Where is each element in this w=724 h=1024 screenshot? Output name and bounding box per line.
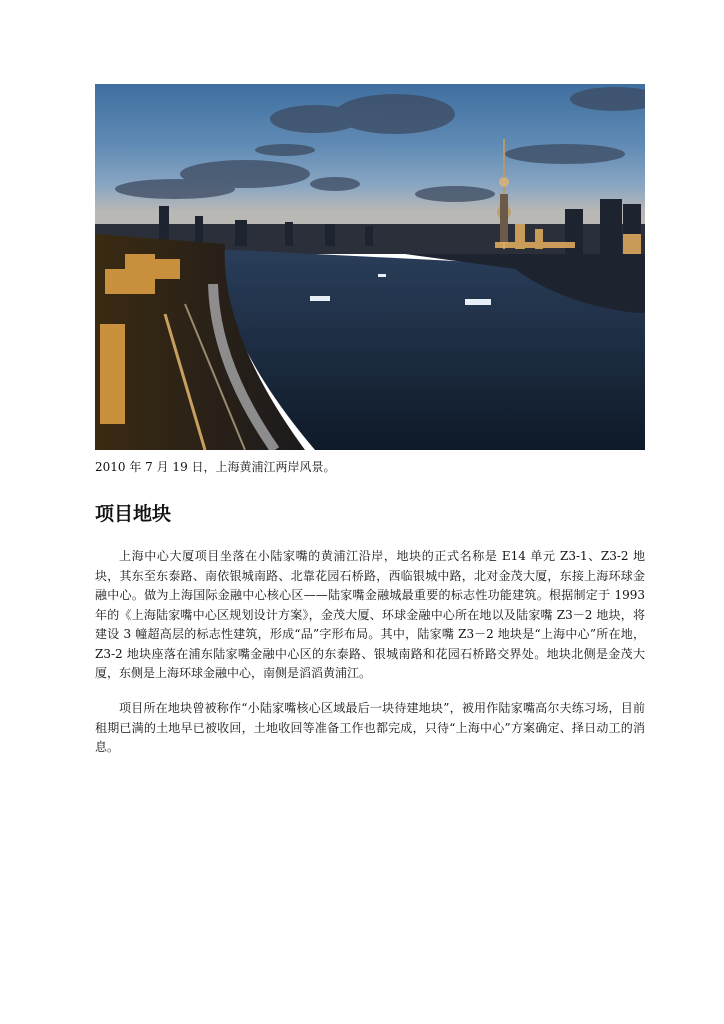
paragraph-2: 项目所在地块曾被称作“小陆家嘴核心区域最后一块待建地块”，被用作陆家嘴高尔夫练习场，目前租期已满的土地早已被收回，土地收回等准备工作也都完成，只待“上海中心”方案确定、择日动工的消息。 [95, 701, 645, 754]
photo-caption: 2010 年 7 月 19 日，上海黄浦江两岸风景。 [95, 460, 336, 474]
paragraph-1: 上海中心大厦项目坐落在小陆家嘴的黄浦江沿岸，地块的正式名称是 E14 单元 Z3-1、Z3-2 地块，其东至东泰路、南依银城南路、北靠花园石桥路，西临银城中路，北对金茂大厦，东接上海环球金融中心。做为上海国际金融中心核心区——陆家嘴金融城最重要的标志性功能建筑。根据制定于 1993 年的《上海陆家嘴中心区规划设计方案》，金茂大厦、环球金融中心所在地以及陆家嘴 Z3－2 地块，将建设 3 幢超高层的标志性建筑，形成“品”字形布局。其中，陆家嘴 Z3－2 地块是“上海中心”所在地，Z3-2 地块座落在浦东陆家嘴金融中心区的东泰路、银城南路和花园石桥路交界处。地块北侧是金茂大厦，东侧是上海环球金融中心，南侧是滔滔黄浦江。 [95, 549, 645, 680]
section-title: 项目地块 [95, 503, 172, 525]
shanghai-skyline-photo [95, 84, 645, 450]
